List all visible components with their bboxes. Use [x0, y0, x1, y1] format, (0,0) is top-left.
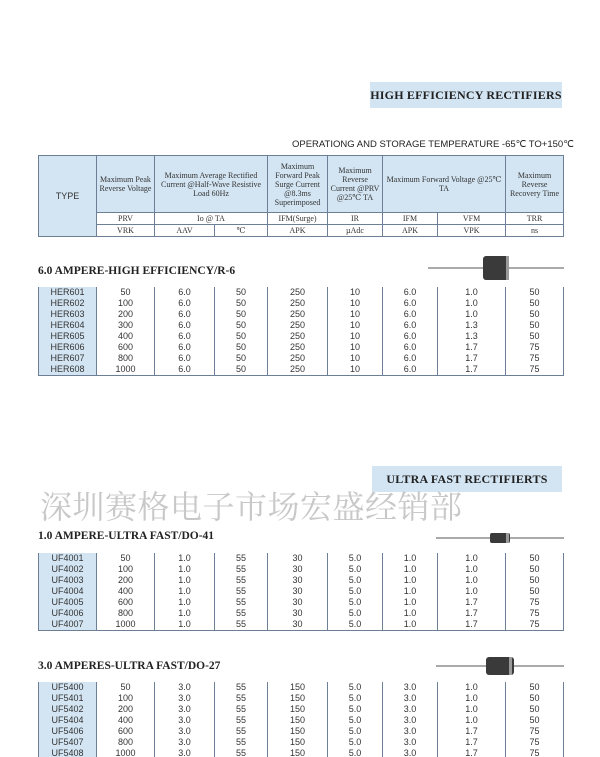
value-cell: 250 — [268, 298, 328, 309]
type-header: TYPE — [39, 156, 97, 237]
value-cell: 10 — [328, 364, 383, 376]
value-cell: 75 — [506, 619, 564, 631]
value-cell: 600 — [97, 342, 155, 353]
value-cell: 1.0 — [438, 586, 506, 597]
value-cell: 5.0 — [328, 726, 383, 737]
value-cell: 6.0 — [383, 353, 438, 364]
value-cell: 250 — [268, 320, 328, 331]
value-cell: 1.0 — [438, 715, 506, 726]
value-cell: 1.7 — [438, 597, 506, 608]
value-cell: 1.7 — [438, 353, 506, 364]
value-cell: 55 — [215, 564, 268, 575]
value-cell: 50 — [215, 298, 268, 309]
value-cell: 30 — [268, 619, 328, 631]
part-number-cell: UF5400 — [39, 682, 97, 693]
value-cell: 50 — [506, 553, 564, 564]
if-unit: APK — [383, 225, 438, 237]
value-cell: 55 — [215, 682, 268, 693]
value-cell: 75 — [506, 726, 564, 737]
value-cell: 6.0 — [383, 342, 438, 353]
value-cell: 75 — [506, 608, 564, 619]
value-cell: 5.0 — [328, 619, 383, 631]
value-cell: 3.0 — [155, 682, 215, 693]
prv-symbol: PRV — [97, 213, 155, 225]
value-cell: 6.0 — [155, 320, 215, 331]
value-cell: 50 — [215, 320, 268, 331]
value-cell: 1.0 — [438, 298, 506, 309]
value-cell: 400 — [97, 331, 155, 342]
value-cell: 1.0 — [438, 564, 506, 575]
part-number-cell: HER602 — [39, 298, 97, 309]
value-cell: 75 — [506, 748, 564, 757]
value-cell: 1.0 — [383, 553, 438, 564]
value-cell: 6.0 — [383, 309, 438, 320]
value-cell: 150 — [268, 704, 328, 715]
value-cell: 150 — [268, 737, 328, 748]
section-title-uf400x: 1.0 AMPERE-ULTRA FAST/DO-41 — [38, 530, 215, 542]
part-number-cell: UF4005 — [39, 597, 97, 608]
value-cell: 50 — [506, 287, 564, 298]
value-cell: 800 — [97, 737, 155, 748]
value-cell: 1.0 — [155, 586, 215, 597]
value-cell: 1.7 — [438, 364, 506, 376]
table-row — [39, 364, 564, 376]
value-cell: 150 — [268, 726, 328, 737]
value-cell: 55 — [215, 597, 268, 608]
value-cell: 30 — [268, 586, 328, 597]
value-cell: 5.0 — [328, 682, 383, 693]
value-cell: 10 — [328, 320, 383, 331]
part-number-cell: UF5404 — [39, 715, 97, 726]
value-cell: 1.0 — [383, 564, 438, 575]
value-cell: 150 — [268, 682, 328, 693]
value-cell: 1.0 — [155, 597, 215, 608]
value-cell: 5.0 — [328, 575, 383, 586]
value-cell: 50 — [215, 287, 268, 298]
value-cell: 5.0 — [328, 608, 383, 619]
part-number-cell: UF5406 — [39, 726, 97, 737]
value-cell: 75 — [506, 737, 564, 748]
value-cell: 250 — [268, 342, 328, 353]
value-cell: 50 — [506, 682, 564, 693]
value-cell: 55 — [215, 586, 268, 597]
value-cell: 50 — [506, 331, 564, 342]
value-cell: 5.0 — [328, 564, 383, 575]
value-cell: 10 — [328, 353, 383, 364]
uf540x-table — [38, 682, 564, 757]
table-row — [39, 726, 564, 737]
value-cell: 800 — [97, 608, 155, 619]
value-cell: 800 — [97, 353, 155, 364]
io-symbol: Io @ TA — [155, 213, 268, 225]
value-cell: 55 — [215, 737, 268, 748]
part-number-cell: HER605 — [39, 331, 97, 342]
value-cell: 1.0 — [438, 553, 506, 564]
value-cell: 600 — [97, 597, 155, 608]
section-title-uf540x: 3.0 AMPERES-ULTRA FAST/DO-27 — [38, 660, 221, 672]
value-cell: 5.0 — [328, 586, 383, 597]
table-row — [39, 693, 564, 704]
part-number-cell: HER608 — [39, 364, 97, 376]
high-efficiency-banner: HIGH EFFICIENCY RECTIFIERS — [370, 82, 562, 108]
operating-temperature-note: OPERATIONG AND STORAGE TEMPERATURE -65℃ TO+150℃ — [292, 139, 574, 150]
table-row — [39, 564, 564, 575]
table-row — [39, 586, 564, 597]
value-cell: 250 — [268, 353, 328, 364]
value-cell: 3.0 — [383, 737, 438, 748]
value-cell: 1000 — [97, 619, 155, 631]
value-cell: 3.0 — [383, 693, 438, 704]
part-number-cell: UF5402 — [39, 704, 97, 715]
value-cell: 6.0 — [155, 309, 215, 320]
value-cell: 3.0 — [155, 748, 215, 757]
value-cell: 6.0 — [383, 364, 438, 376]
value-cell: 5.0 — [328, 737, 383, 748]
table-row — [39, 619, 564, 631]
value-cell: 3.0 — [383, 715, 438, 726]
value-cell: 30 — [268, 553, 328, 564]
value-cell: 6.0 — [155, 364, 215, 376]
value-cell: 30 — [268, 564, 328, 575]
part-number-cell: UF4006 — [39, 608, 97, 619]
value-cell: 10 — [328, 342, 383, 353]
value-cell: 1.0 — [155, 575, 215, 586]
do41-diode-icon — [436, 532, 564, 544]
value-cell: 1.0 — [438, 309, 506, 320]
value-cell: 1.0 — [383, 586, 438, 597]
value-cell: 1.0 — [383, 575, 438, 586]
part-number-cell: HER604 — [39, 320, 97, 331]
value-cell: 55 — [215, 748, 268, 757]
io-header: Maximum Average Rectified Current @Half-Wave Resistive Load 60Hz — [155, 156, 268, 213]
ifsm-header: Maximum Forward Peak Surge Current @8.3ms Superimposed — [268, 156, 328, 213]
value-cell: 6.0 — [155, 342, 215, 353]
her-table — [38, 287, 564, 376]
value-cell: 600 — [97, 726, 155, 737]
value-cell: 1.7 — [438, 608, 506, 619]
value-cell: 1.0 — [438, 287, 506, 298]
value-cell: 3.0 — [383, 748, 438, 757]
value-cell: 30 — [268, 575, 328, 586]
value-cell: 1.7 — [438, 737, 506, 748]
part-number-cell: UF4003 — [39, 575, 97, 586]
value-cell: 1.7 — [438, 726, 506, 737]
part-number-cell: HER606 — [39, 342, 97, 353]
table-row — [39, 553, 564, 564]
value-cell: 250 — [268, 364, 328, 376]
part-number-cell: UF4002 — [39, 564, 97, 575]
part-number-cell: UF4004 — [39, 586, 97, 597]
value-cell: 6.0 — [155, 353, 215, 364]
value-cell: 50 — [506, 309, 564, 320]
value-cell: 250 — [268, 331, 328, 342]
value-cell: 5.0 — [328, 597, 383, 608]
value-cell: 55 — [215, 619, 268, 631]
value-cell: 3.0 — [383, 704, 438, 715]
value-cell: 1000 — [97, 748, 155, 757]
shop-watermark: 深圳赛格电子市场宏盛经销部 — [40, 488, 463, 526]
value-cell: 6.0 — [155, 298, 215, 309]
value-cell: 1.7 — [438, 342, 506, 353]
value-cell: 10 — [328, 309, 383, 320]
value-cell: 6.0 — [383, 331, 438, 342]
value-cell: 50 — [215, 331, 268, 342]
table-row — [39, 748, 564, 757]
ultra-fast-banner: ULTRA FAST RECTIFIERTS — [372, 466, 562, 492]
if-symbol: IFM — [383, 213, 438, 225]
part-number-cell: HER607 — [39, 353, 97, 364]
table-row — [39, 353, 564, 364]
value-cell: 300 — [97, 320, 155, 331]
value-cell: 100 — [97, 298, 155, 309]
trr-header: Maximum Reverse Recovery Time — [506, 156, 564, 213]
table-row — [39, 331, 564, 342]
value-cell: 50 — [215, 309, 268, 320]
value-cell: 6.0 — [383, 287, 438, 298]
value-cell: 55 — [215, 693, 268, 704]
uf400x-table — [38, 553, 564, 631]
value-cell: 3.0 — [155, 715, 215, 726]
value-cell: 55 — [215, 726, 268, 737]
part-number-cell: UF4007 — [39, 619, 97, 631]
value-cell: 5.0 — [328, 553, 383, 564]
value-cell: 3.0 — [383, 682, 438, 693]
value-cell: 55 — [215, 608, 268, 619]
part-number-cell: UF5407 — [39, 737, 97, 748]
value-cell: 1.7 — [438, 748, 506, 757]
table-row — [39, 715, 564, 726]
table-row — [39, 342, 564, 353]
table-row — [39, 287, 564, 298]
value-cell: 50 — [506, 320, 564, 331]
value-cell: 50 — [215, 342, 268, 353]
value-cell: 1.3 — [438, 331, 506, 342]
vf-header: Maximum Forward Voltage @25℃ TA — [383, 156, 506, 213]
value-cell: 50 — [506, 704, 564, 715]
value-cell: 3.0 — [155, 693, 215, 704]
value-cell: 1.0 — [438, 575, 506, 586]
do27-diode-icon — [436, 656, 564, 676]
value-cell: 3.0 — [383, 726, 438, 737]
prv-header: Maximum Peak Reverse Voltage — [97, 156, 155, 213]
value-cell: 250 — [268, 309, 328, 320]
part-number-cell: HER601 — [39, 287, 97, 298]
value-cell: 400 — [97, 715, 155, 726]
section-title-her: 6.0 AMPERE-HIGH EFFICIENCY/R-6 — [38, 265, 236, 277]
value-cell: 55 — [215, 553, 268, 564]
value-cell: 3.0 — [155, 704, 215, 715]
value-cell: 50 — [506, 298, 564, 309]
value-cell: 10 — [328, 298, 383, 309]
value-cell: 1.0 — [383, 597, 438, 608]
table-row — [39, 597, 564, 608]
value-cell: 6.0 — [155, 287, 215, 298]
table-row — [39, 704, 564, 715]
value-cell: 1.0 — [383, 619, 438, 631]
ifsm-symbol: IFM(Surge) — [268, 213, 328, 225]
table-row — [39, 682, 564, 693]
trr-symbol: TRR — [506, 213, 564, 225]
value-cell: 30 — [268, 597, 328, 608]
value-cell: 1.0 — [155, 564, 215, 575]
value-cell: 50 — [215, 353, 268, 364]
value-cell: 6.0 — [383, 298, 438, 309]
ir-symbol: IR — [328, 213, 383, 225]
value-cell: 1.0 — [155, 619, 215, 631]
trr-unit: ns — [506, 225, 564, 237]
ir-unit: µAdc — [328, 225, 383, 237]
value-cell: 3.0 — [155, 737, 215, 748]
vf-unit: VPK — [438, 225, 506, 237]
value-cell: 1.0 — [383, 608, 438, 619]
value-cell: 50 — [506, 693, 564, 704]
value-cell: 50 — [506, 586, 564, 597]
value-cell: 10 — [328, 331, 383, 342]
value-cell: 50 — [506, 564, 564, 575]
value-cell: 50 — [97, 682, 155, 693]
value-cell: 10 — [328, 287, 383, 298]
value-cell: 3.0 — [155, 726, 215, 737]
value-cell: 50 — [97, 553, 155, 564]
value-cell: 5.0 — [328, 748, 383, 757]
value-cell: 6.0 — [383, 320, 438, 331]
value-cell: 5.0 — [328, 704, 383, 715]
prv-unit: VRK — [97, 225, 155, 237]
value-cell: 75 — [506, 342, 564, 353]
value-cell: 200 — [97, 309, 155, 320]
part-number-cell: HER603 — [39, 309, 97, 320]
value-cell: 55 — [215, 575, 268, 586]
value-cell: 50 — [215, 364, 268, 376]
value-cell: 400 — [97, 586, 155, 597]
table-row — [39, 309, 564, 320]
value-cell: 1.0 — [438, 704, 506, 715]
ir-header: Maximum Reverse Current @PRV @25℃ TA — [328, 156, 383, 213]
table-row — [39, 737, 564, 748]
table-row — [39, 608, 564, 619]
table-row — [39, 575, 564, 586]
value-cell: 150 — [268, 693, 328, 704]
value-cell: 6.0 — [155, 331, 215, 342]
value-cell: 200 — [97, 575, 155, 586]
part-number-cell: UF4001 — [39, 553, 97, 564]
value-cell: 50 — [506, 575, 564, 586]
value-cell: 150 — [268, 715, 328, 726]
value-cell: 1.0 — [438, 693, 506, 704]
r6-diode-icon — [428, 254, 564, 282]
table-row — [39, 320, 564, 331]
value-cell: 100 — [97, 693, 155, 704]
value-cell: 50 — [97, 287, 155, 298]
part-number-cell: UF5408 — [39, 748, 97, 757]
value-cell: 55 — [215, 715, 268, 726]
value-cell: 55 — [215, 704, 268, 715]
value-cell: 30 — [268, 608, 328, 619]
vf-symbol: VFM — [438, 213, 506, 225]
value-cell: 5.0 — [328, 715, 383, 726]
ta-unit: ℃ — [215, 225, 268, 237]
value-cell: 250 — [268, 287, 328, 298]
value-cell: 50 — [506, 715, 564, 726]
io-unit: AAV — [155, 225, 215, 237]
value-cell: 100 — [97, 564, 155, 575]
value-cell: 1.7 — [438, 619, 506, 631]
part-number-cell: UF5401 — [39, 693, 97, 704]
value-cell: 1.3 — [438, 320, 506, 331]
value-cell: 1.0 — [155, 608, 215, 619]
value-cell: 75 — [506, 353, 564, 364]
value-cell: 1.0 — [438, 682, 506, 693]
ifsm-unit: APK — [268, 225, 328, 237]
spec-header-table — [38, 155, 564, 237]
table-row — [39, 298, 564, 309]
value-cell: 1.0 — [155, 553, 215, 564]
value-cell: 75 — [506, 597, 564, 608]
value-cell: 150 — [268, 748, 328, 757]
value-cell: 75 — [506, 364, 564, 376]
value-cell: 1000 — [97, 364, 155, 376]
value-cell: 200 — [97, 704, 155, 715]
value-cell: 5.0 — [328, 693, 383, 704]
